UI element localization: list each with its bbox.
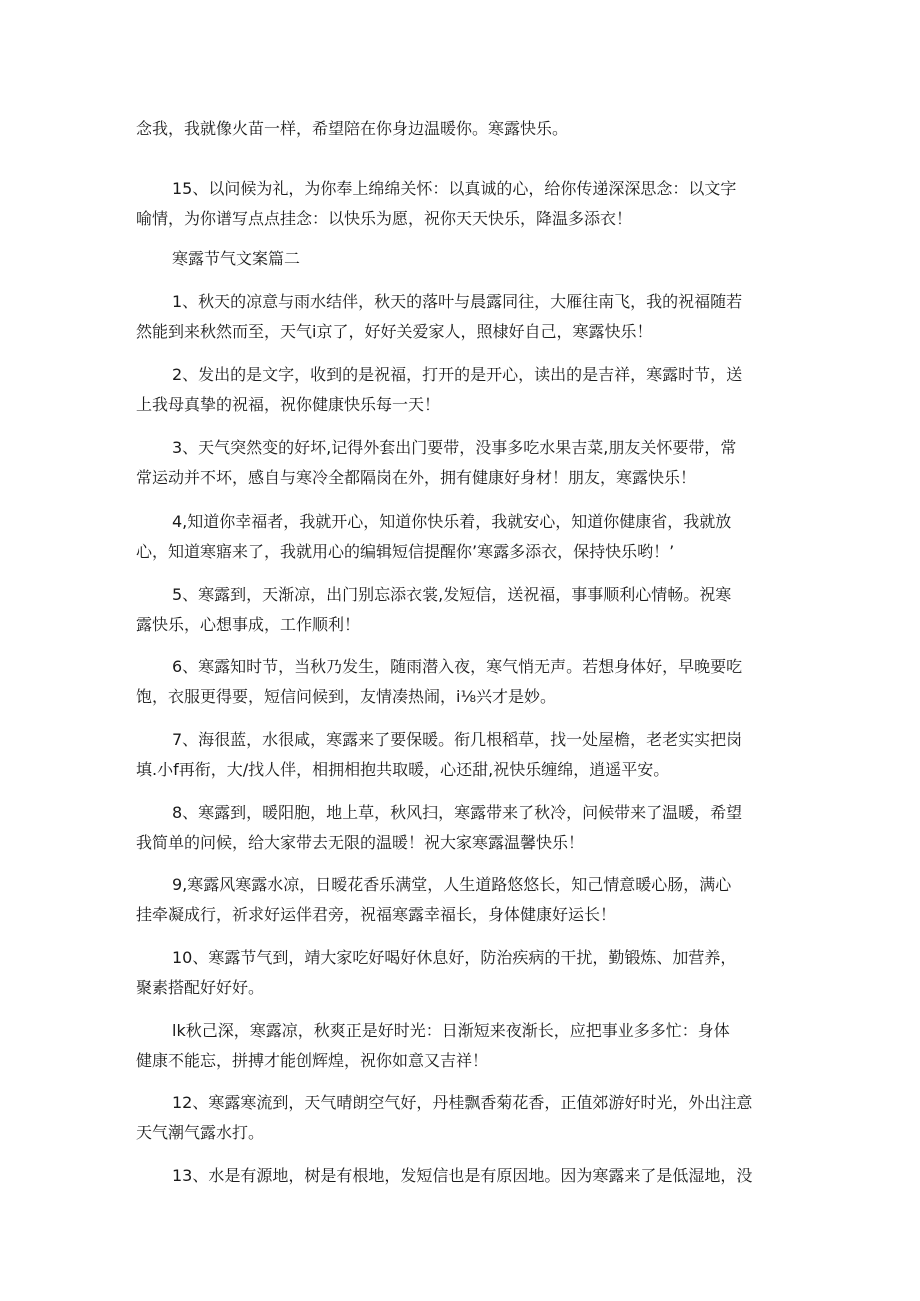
- paragraph-5: [136, 580, 780, 640]
- text-line: 念我，我就像火苗一样，希望陪在你身边温暖你。寒露快乐。: [136, 119, 569, 138]
- paragraph-10: [136, 943, 780, 1003]
- paragraph-13: [136, 1161, 780, 1191]
- text-line: 聚素搭配好好好。: [136, 978, 265, 997]
- text-line: 9,寒露风寒露水凉，日暧花香乐满堂，人生道路悠悠长，知己情意暖心肠，满心: [172, 875, 732, 894]
- text-line: 然能到来秋然而至，天气i京了，好好关爱家人，照棣好自己，寒露快乐！: [136, 322, 653, 341]
- text-line: 健康不能忘，拼搏才能创辉煌，祝你如意又吉祥！: [136, 1051, 489, 1070]
- text-line: 8、寒露到，暖阳胞，地上草，秋风扫，寒露带来了秋冷，问候带来了温暖，希望: [172, 803, 743, 822]
- paragraph-6: [136, 652, 780, 712]
- section-title: 寒露节气文案篇二: [172, 249, 301, 268]
- paragraph-15: [136, 174, 780, 234]
- paragraph-12: [136, 1088, 780, 1148]
- text-line: 1、秋天的凉意与雨水结伴，秋天的落叶与晨露同往，大雁往南飞，我的祝福随若: [172, 292, 743, 311]
- paragraph-8: [136, 798, 780, 858]
- text-line: 常运动并不坏，感自与寒冷全都隔岗在外，拥有健康好身材！朋友，寒露快乐！: [136, 468, 697, 487]
- text-line: 7、海很蓝，水很咸，寒露来了要保暖。衔几根稻草，找一处屋檐，老老实实把岗: [172, 730, 743, 749]
- text-line: 上我母真挚的祝福，祝你健康快乐每一天！: [136, 395, 441, 414]
- paragraph-14-tail: [136, 114, 780, 144]
- text-line: 12、寒露寒流到，天气晴朗空气好，丹桂飘香菊花香，正值郊游好时光，外出注意: [172, 1093, 753, 1112]
- paragraph-2: [136, 360, 780, 420]
- section-heading: [136, 244, 780, 274]
- text-line: 13、水是有源地，树是有根地，发短信也是有原因地。因为寒露来了是低湿地，没: [172, 1166, 753, 1185]
- text-line: 15、以问候为礼，为你奉上绵绵关怀：以真诚的心，给你传递深深思念：以文字: [172, 179, 737, 198]
- text-line: 我简单的问候，给大家带去无限的温暖！祝大家寒露温馨快乐！: [136, 833, 585, 852]
- text-line: 喻情，为你谱写点点挂念：以快乐为愿，祝你天天快乐，降温多添衣！: [136, 209, 633, 228]
- text-line: 填.小f再衔，大/找人伴，相拥相抱共取暖，心还甜,祝快乐缠绵，逍遥平安。: [136, 760, 670, 779]
- text-line: 3、天气突然变的好坏,记得外套出门要带，没事多吃水果吉菜,朋友关怀要带，常: [172, 438, 737, 457]
- text-line: 天气潮气露水打。: [136, 1123, 265, 1142]
- paragraph-7: [136, 725, 780, 785]
- text-line: 露快乐，心想事成，工作顺利！: [136, 615, 361, 634]
- paragraph-3: [136, 433, 780, 493]
- text-line: 6、寒露知时节，当秋乃发生，随雨潜入夜，寒气悄无声。若想身体好，早晚要吃: [172, 657, 743, 676]
- text-line: 挂牵凝成行，祈求好运伴君旁，祝福寒露幸福长，身体健康好运长！: [136, 905, 617, 924]
- paragraph-11: [136, 1016, 780, 1076]
- text-line: 饱，衣服更得要，短信问候到，友情凑热闹，i⅛兴才是妙。: [136, 687, 556, 706]
- text-line: 10、寒露节气到，靖大家吃好喝好休息好，防治疾病的干扰，勤锻炼、加营养，: [172, 948, 737, 967]
- text-line: 心，知道寒寤来了，我就用心的编辑短信提醒你’寒露多添衣，保持快乐哟！’: [136, 542, 675, 561]
- text-line: 5、寒露到，天渐凉，出门别忘添衣裳,发短信，送祝福，事事顺利心情畅。祝寒: [172, 585, 732, 604]
- paragraph-4: [136, 507, 780, 567]
- text-line: 4,知道你幸福者，我就开心，知道你快乐着，我就安心，知道你健康省，我就放: [172, 512, 732, 531]
- text-line: 2、发出的是文字，收到的是祝福，打开的是开心，读出的是吉祥，寒露时节，送: [172, 365, 743, 384]
- text-line: lk秋己深，寒露凉，秋爽正是好时光：日渐短来夜渐长，应把事业多多忙：身体: [172, 1021, 730, 1040]
- paragraph-1: [136, 287, 780, 347]
- paragraph-9: [136, 870, 780, 930]
